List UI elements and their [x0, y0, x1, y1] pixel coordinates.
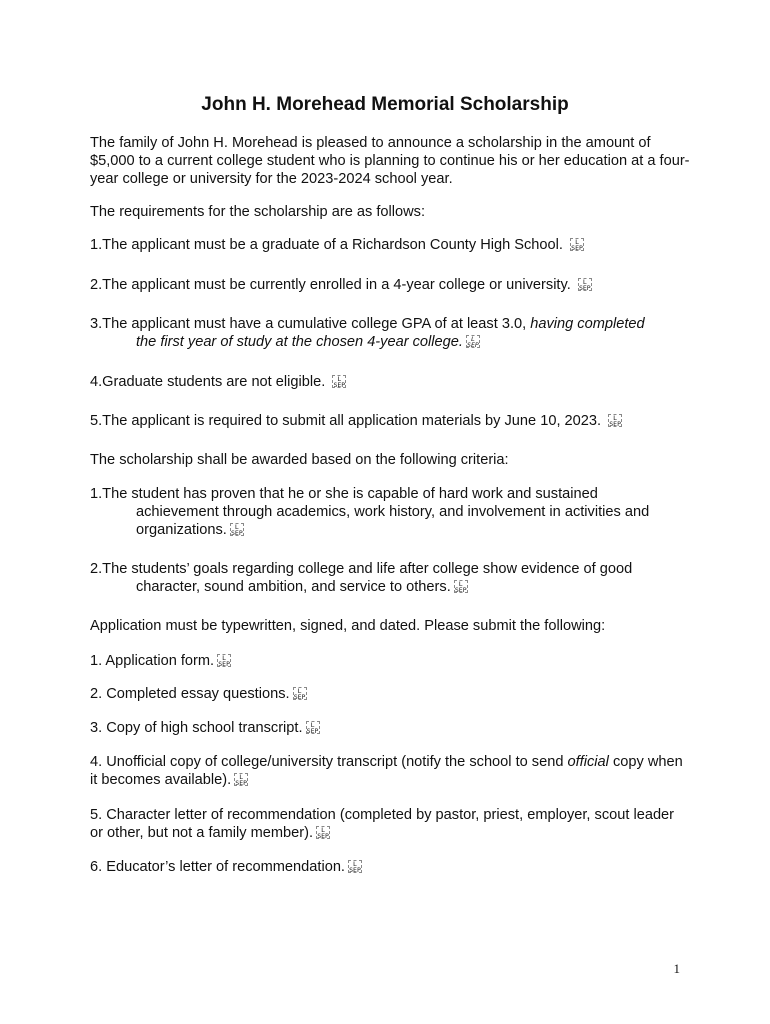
sep-icon: L SEP: [349, 860, 361, 873]
list-text-continuation: achievement through academics, work history, and involvement in activities and organizations. L SEP: [136, 504, 650, 538]
page-number: 1: [673, 961, 680, 976]
application-item-3: 3. Copy of high school transcript. L SEP: [90, 720, 319, 736]
list-text-continuation: character, sound ambition, and service to others. L SEP: [136, 579, 467, 595]
list-text: The student has proven that he or she is capable of hard work and sustained: [102, 486, 598, 502]
criteria-item-2: [90, 560, 690, 596]
sep-icon: L SEP: [231, 523, 243, 536]
sep-icon: L SEP: [571, 238, 583, 251]
sep-icon: L SEP: [235, 773, 248, 786]
application-item-5: 5. Character letter of recommendation (completed by pastor, priest, employer, scout leader or other, but not a family member). L SEP: [90, 807, 675, 841]
list-number: 2.: [90, 561, 103, 577]
application-item-1: 1. Application form. L SEP: [90, 653, 230, 669]
application-item-2: 2. Completed essay questions. L SEP: [90, 686, 306, 702]
sep-icon: L SEP: [306, 721, 319, 734]
list-text-italic: having completed: [530, 316, 645, 332]
sep-icon: L SEP: [609, 414, 622, 427]
list-number: 2.: [90, 277, 103, 293]
sep-icon: L SEP: [293, 687, 306, 700]
sep-icon: L SEP: [467, 335, 479, 348]
list-number: 4.: [90, 374, 103, 390]
requirement-item-5: [90, 412, 690, 430]
document-title: John H. Morehead Memorial Scholarship: [201, 94, 569, 115]
application-heading: Application must be typewritten, signed, and dated. Please submit the following:: [90, 618, 606, 634]
intro-paragraph: The family of John H. Morehead is pleased to announce a scholarship in the amount of $5,000 to a current college student who is planning to continue his or her education at a four-year college or university for the 2023-2024 school year.: [90, 135, 690, 187]
list-text-continuation: the first year of study at the chosen 4-year college. L SEP: [136, 334, 479, 350]
requirement-item-4: [90, 373, 690, 391]
list-text: The applicant must be a graduate of a Richardson County High School.: [102, 237, 563, 253]
criteria-item-1: [90, 485, 690, 539]
application-item-6: 6. Educator’s letter of recommendation. L SEP: [90, 859, 361, 875]
list-number: 1.: [90, 237, 103, 253]
list-text: The applicant is required to submit all application materials by June 10, 2023.: [102, 413, 602, 429]
list-text: The applicant must be currently enrolled in a 4-year college or university.: [102, 277, 571, 293]
list-number: 3.: [90, 316, 103, 332]
requirement-item-1: [90, 236, 690, 254]
sep-icon: L SEP: [333, 375, 346, 388]
criteria-heading: The scholarship shall be awarded based on the following criteria:: [90, 452, 509, 468]
sep-icon: L SEP: [454, 580, 467, 593]
list-text: The students’ goals regarding college and life after college show evidence of good: [102, 561, 633, 577]
requirements-heading: The requirements for the scholarship are as follows:: [90, 204, 426, 220]
requirement-item-3: [90, 315, 690, 351]
sep-icon: L SEP: [578, 278, 591, 291]
sep-icon: L SEP: [218, 654, 230, 667]
list-number: 1.: [90, 486, 103, 502]
sep-icon: L SEP: [317, 826, 329, 839]
requirement-item-2: [90, 276, 690, 294]
list-text: The applicant must have a cumulative college GPA of at least 3.0,: [102, 316, 531, 332]
list-text: Graduate students are not eligible.: [102, 374, 326, 390]
list-number: 5.: [90, 413, 103, 429]
application-item-4: 4. Unofficial copy of college/university transcript (notify the school to send official copy when it becomes available). L SEP: [90, 754, 683, 788]
